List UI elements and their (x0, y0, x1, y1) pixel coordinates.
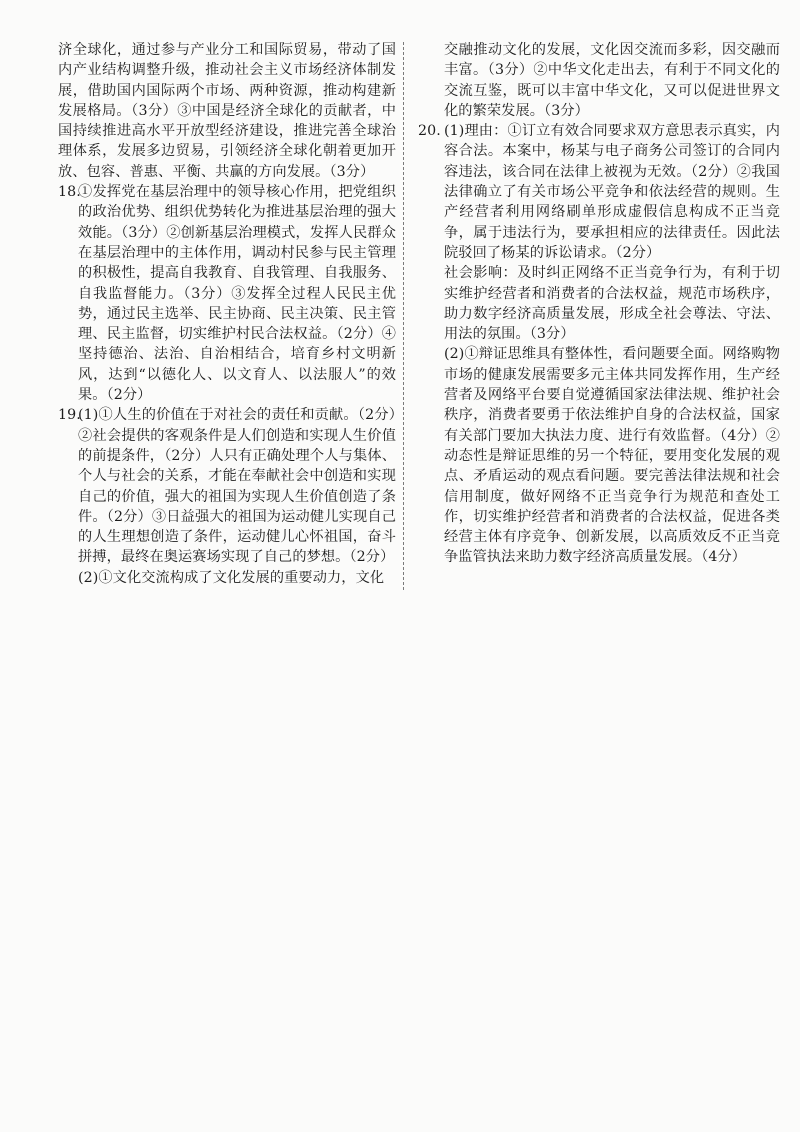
question-18 (58, 182, 396, 405)
question-19-number: 19. (58, 407, 81, 424)
question-20-number: 20. (418, 123, 441, 140)
question-19-part-2-start: (2)①文化交流构成了文化发展的重要动力，文化 (78, 569, 385, 586)
question-20-part-1-impact: 社会影响：及时纠正网络不正当竞争行为，有利于切实维护经营者和消费者的合法权益，规范市场秩序，助力数字经济高质量发展，形成全社会尊法、守法、用法的氛围。（3分） (444, 265, 780, 343)
question-20 (418, 121, 780, 263)
question-18-answer: ①发挥党在基层治理中的领导核心作用，把党组织的政治优势、组织优势转化为推进基层治理的强大效能。（3分）②创新基层治理模式，发挥人民群众在基层治理中的主体作用，调动村民参与民主管理的积极性，提高自我教育、自我管理、自我服务、自我监督能力。（3分）③发挥全过程人民民主优势，通过民主选举、民主协商、民主决策、民主管理、民主监督，切实维护村民合法权益。（2分）④坚持德治、法治、自治相结合，培育乡村文明新风，达到“以德化人、以文育人、以法服人”的效果。（2分） (78, 184, 396, 404)
question-19-part-2-continued: 交融推动文化的发展，文化因交流而多彩，因交融而丰富。（3分）②中华文化走出去，有利于不同文化的交流互鉴，既可以丰富中华文化，又可以促进世界文化的繁荣发展。（3分） (444, 42, 780, 119)
q17-continued-text: 济全球化，通过参与产业分工和国际贸易，带动了国内产业结构调整升级，推动社会主义市场经济体制发展，借助国内国际两个市场、两种资源，推动构建新发展格局。（3分）③中国是经济全球化的贡献者，中国持续推进高水平开放型经济建设，推进完善全球治理体系，发展多边贸易，引领经济全球化朝着更加开放、包容、普惠、平衡、共赢的方向发展。（3分） (58, 42, 396, 180)
column-divider (403, 42, 404, 590)
question-20-part-1-reason: (1)理由：①订立有效合同要求双方意思表示真实，内容合法。本案中，杨某与电子商务公司签订的合同内容违法，该合同在法律上被视为无效。（2分）②我国法律确立了有关市场公平竞争和依法经营的规则。生产经营者利用网络刷单形成虚假信息构成不正当竞争，属于违法行为，要承担相应的法律责任。因此法院驳回了杨某的诉讼请求。（2分） (444, 123, 780, 261)
question-19-part-1: (1)①人生的价值在于对社会的责任和贡献。（2分）②社会提供的客观条件是人们创造和实现人生价值的前提条件，（2分）人只有正确处理个人与集体、个人与社会的关系，才能在奉献社会中创造和实现自己的价值，强大的祖国为实现人生价值创造了条件。（2分）③日益强大的祖国为运动健儿实现自己的人生理想创造了条件，运动健儿心怀祖国，奋斗拼搏，最终在奥运赛场实现了自己的梦想。（2分） (78, 407, 396, 566)
question-19 (58, 405, 396, 567)
question-18-number: 18. (58, 184, 81, 201)
right-column (418, 40, 780, 568)
question-20-part-2: (2)①辩证思维具有整体性，看问题要全面。网络购物市场的健康发展需要多元主体共同发挥作用，生产经营者及网络平台要自觉遵循国家法律法规、维护社会秩序，消费者要勇于依法维护自身的合法权益，国家有关部门要加大执法力度、进行有效监督。（4分）②动态性是辩证思维的另一个特征，要用变化发展的观点、矛盾运动的观点看问题。要完善法律法规和社会信用制度，做好网络不正当竞争行为规范和查处工作，切实维护经营者和消费者的合法权益，促进各类经营主体有序竞争、创新发展，以高质效反不正当竞争监管执法来助力数字经济高质量发展。（4分） (444, 346, 780, 566)
left-column (58, 40, 396, 588)
